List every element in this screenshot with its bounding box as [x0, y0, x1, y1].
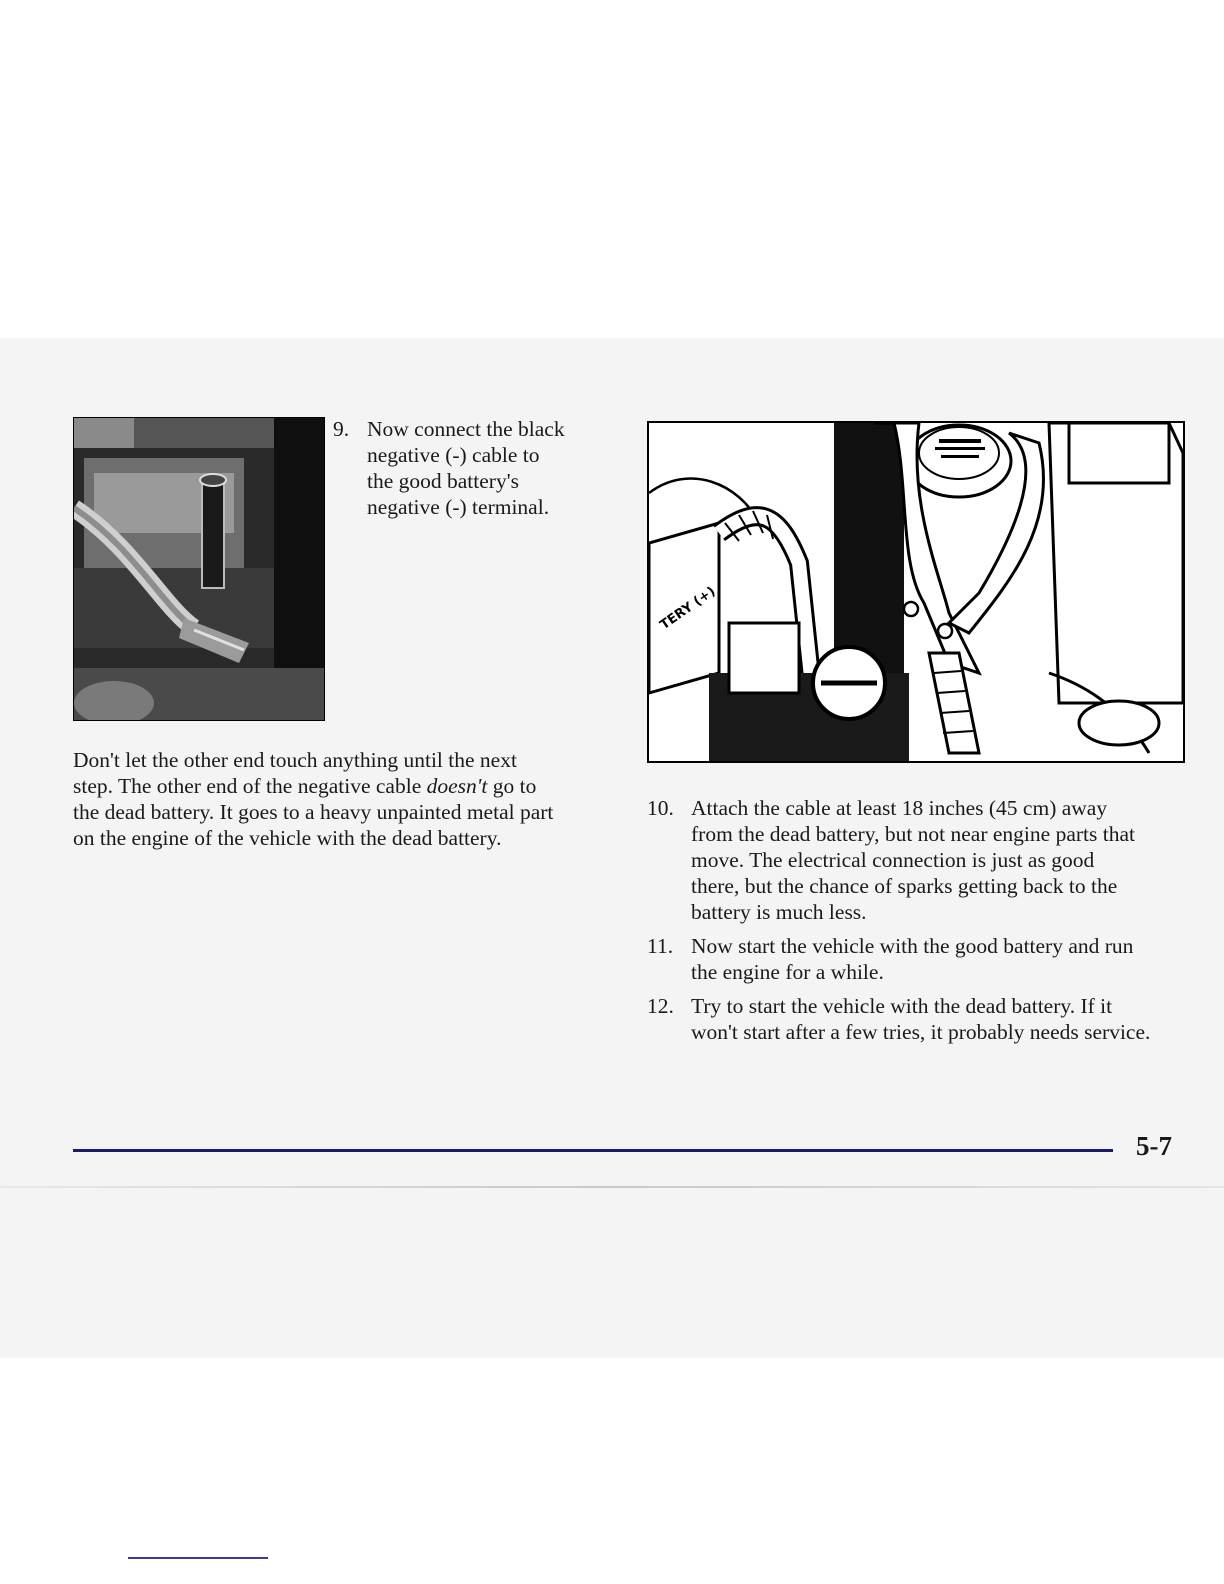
step-9-line: negative (-) cable to: [367, 443, 540, 467]
step-11-line: the engine for a while.: [691, 960, 884, 984]
step-10-line: from the dead battery, but not near engine parts that: [691, 822, 1135, 846]
step-10-line: there, but the chance of sparks getting back to the: [691, 874, 1118, 898]
step-9-line: the good battery's: [367, 469, 519, 493]
step-12: [647, 993, 1187, 1049]
engine-illustration: [647, 421, 1185, 763]
step-10-line: move. The electrical connection is just as good: [691, 848, 1095, 872]
page-divider: [0, 1186, 1224, 1188]
step-11-line: Now start the vehicle with the good battery and run: [691, 934, 1134, 958]
step-9: [333, 416, 593, 526]
step-12-line: won't start after a few tries, it probably needs service.: [691, 1020, 1151, 1044]
note-emphasis: doesn't: [426, 774, 488, 798]
note-line: on the engine of the vehicle with the dead battery.: [73, 826, 502, 850]
step-number: 10.: [647, 796, 674, 820]
step-11: [647, 933, 1187, 989]
note-line: the dead battery. It goes to a heavy unpainted metal part: [73, 800, 554, 824]
photo-drawing: [74, 418, 324, 720]
bottom-rule: [128, 1557, 268, 1559]
step-number: 12.: [647, 994, 674, 1018]
step-number: 9.: [333, 417, 350, 441]
step-10-line: battery is much less.: [691, 900, 867, 924]
page-number: 5-7: [1136, 1131, 1172, 1161]
note-text: go to: [487, 774, 537, 798]
note-paragraph: [73, 747, 613, 851]
step-12-line: Try to start the vehicle with the dead battery. If it: [691, 994, 1113, 1018]
step-9-line: Now connect the black: [367, 417, 565, 441]
note-line: Don't let the other end touch anything until the next: [73, 748, 517, 772]
step-10: [647, 795, 1187, 930]
illustration-drawing: [649, 423, 1183, 761]
jumper-cable-photo: [73, 417, 325, 721]
note-text: step. The other end of the negative cable: [73, 774, 427, 798]
step-10-line: Attach the cable at least 18 inches (45 cm) away: [691, 796, 1108, 820]
step-9-line: negative (-) terminal.: [367, 495, 550, 519]
note-line: [73, 773, 613, 799]
step-number: 11.: [647, 934, 674, 958]
battery-label: TERY (+): [657, 584, 719, 633]
footer-rule: [73, 1149, 1113, 1152]
